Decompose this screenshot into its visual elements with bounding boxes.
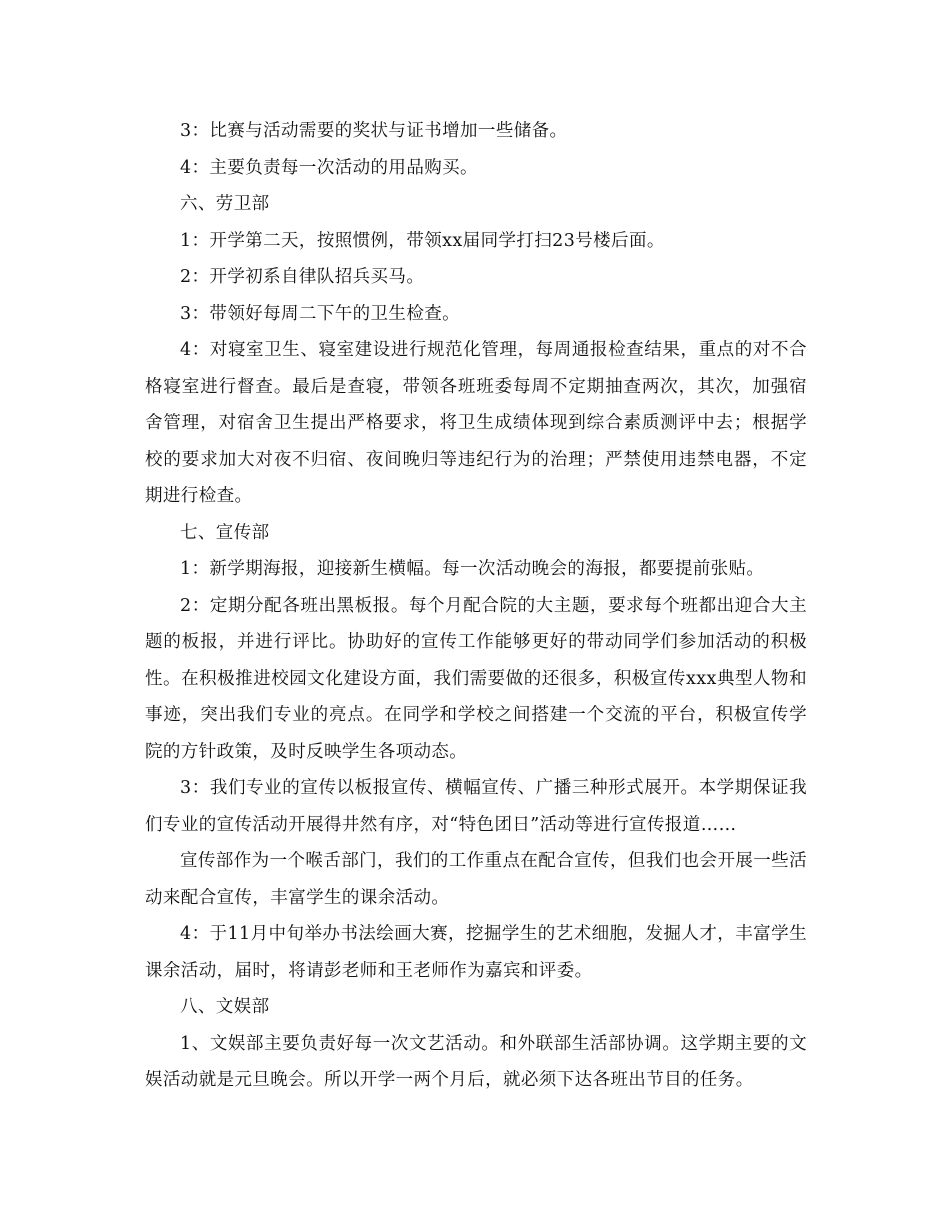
paragraph-supplies-purchase: 4：主要负责每一次活动的用品购买。 [180,157,478,178]
paragraph-publicity-role: 宣传部作为一个喉舌部门，我们的工作重点在配合宣传，但我们也会开展一些活动来配合宣传，丰富学生的课余活动。 [145,851,807,908]
paragraph-calligraphy-contest: 4：于11月中旬举办书法绘画大赛，挖掘学生的艺术细胞，发掘人才，丰富学生课余活动，届时，将请彭老师和王老师作为嘉宾和评委。 [145,924,807,981]
document-body [145,113,807,1099]
paragraph-cleanup-day-two: 1：开学第二天，按照惯例，带领xx届同学打扫23号楼后面。 [180,230,665,251]
section-heading-entertainment-department: 八、文娱部 [180,997,270,1017]
paragraph-publicity-forms: 3：我们专业的宣传以板报宣传、横幅宣传、广播三种形式展开。本学期保证我们专业的宣传活动开展得井然有序，对“特色团日”活动等进行宣传报道…… [145,778,807,835]
section-heading-labor-department: 六、劳卫部 [180,194,270,214]
paragraph-hygiene-inspection: 3：带领好每周二下午的卫生检查。 [180,303,461,324]
paragraph-dormitory-management: 4：对寝室卫生、寝室建设进行规范化管理，每周通报检查结果，重点的对不合格寝室进行督查。最后是查寝，带领各班班委每周不定期抽查两次，其次，加强宿舍管理，对宿舍卫生提出严格要求，将卫生成绩体现到综合素质测评中去；根据学校的要求加大对夜不归宿、夜间晚归等违纪行为的治理；严禁使用违禁电器，不定期进行检查。 [145,340,807,506]
paragraph-award-stock: 3：比赛与活动需要的奖状与证书增加一些储备。 [180,121,568,141]
section-heading-publicity-department: 七、宣传部 [180,522,270,543]
paragraph-new-year-gala: 1、文娱部主要负责好每一次文艺活动。和外联部生活部协调。这学期主要的文娱活动就是元旦晚会。所以开学一两个月后，就必须下达各班出节目的任务。 [145,1033,807,1090]
paragraph-blackboard-newspaper: 2：定期分配各班出黑板报。每个月配合院的大主题，要求每个班都出迎合大主题的板报，并进行评比。协助好的宣传工作能够更好的带动同学们参加活动的积极性。在积极推进校园文化建设方面，我们需要做的还很多，积极宣传xxx典型人物和事迹，突出我们专业的亮点。在同学和学校之间搭建一个交流的平台，积极宣传学院的方针政策，及时反映学生各项动态。 [145,595,807,762]
paragraph-posters-banners: 1：新学期海报，迎接新生横幅。每一次活动晚会的海报，都要提前张贴。 [180,559,765,579]
paragraph-recruitment: 2：开学初系自律队招兵买马。 [180,267,425,287]
